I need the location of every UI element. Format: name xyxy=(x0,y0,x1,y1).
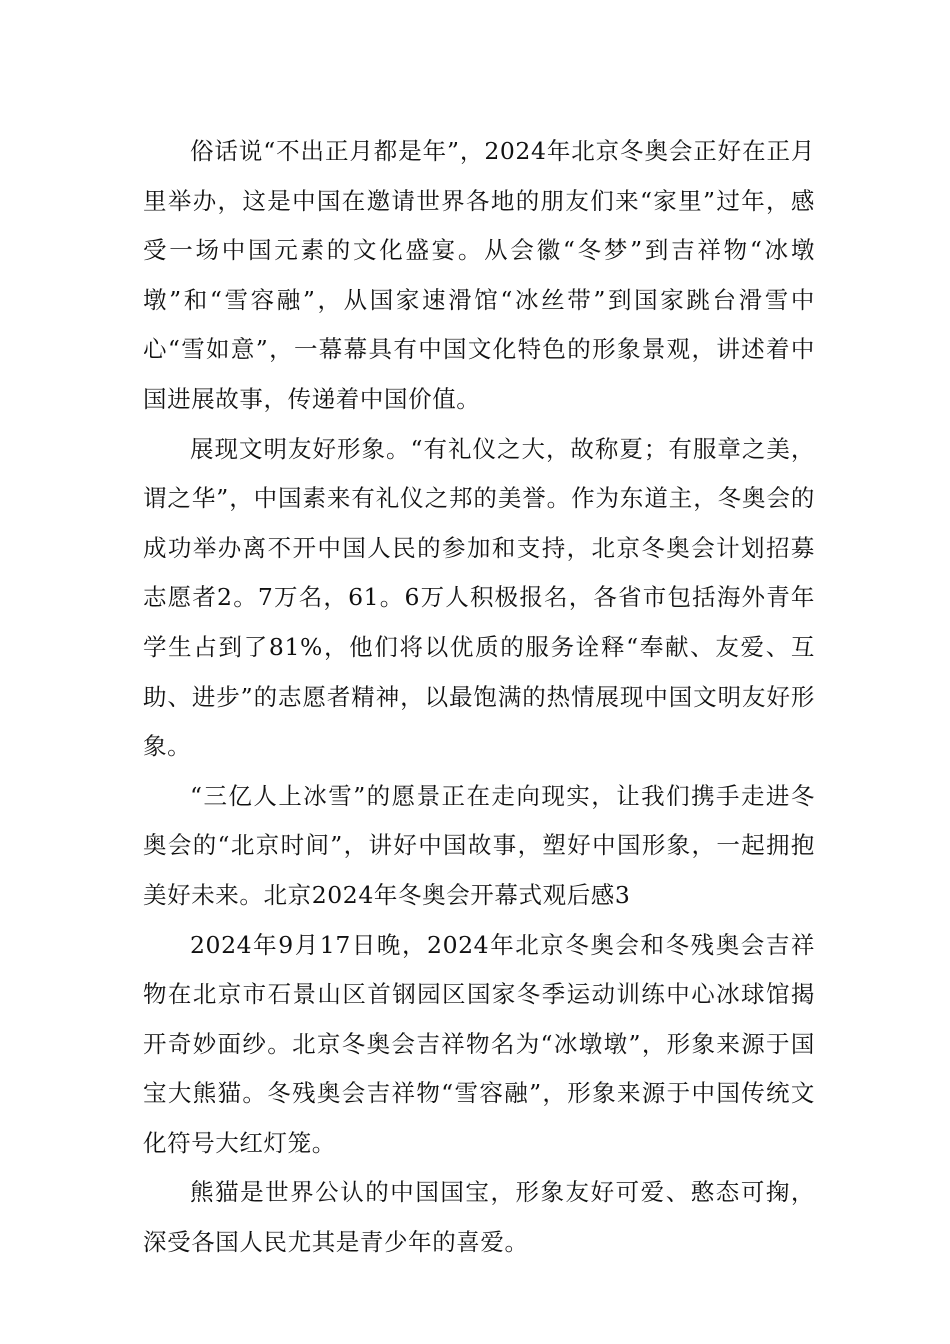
document-body xyxy=(143,127,815,1268)
paragraph-panda: 熊猫是世界公认的中国国宝，形象友好可爱、憨态可掬，深受各国人民尤其是青少年的喜爱。 xyxy=(143,1178,815,1257)
paragraph-civilized-image: 展现文明友好形象。“有礼仪之大，故称夏；有服章之美，谓之华”，中国素来有礼仪之邦的美誉。作为东道主，冬奥会的成功举办离不开中国人民的参加和支持，北京冬奥会计划招募志愿者2。7万名，61。6万人积极报名，各省市包括海外青年学生占到了81%，他们将以优质的服务诠释“奉献、友爱、互助、进步”的志愿者精神，以最饱满的热情展现中国文明友好形象。 xyxy=(143,434,815,761)
paragraph-new-year-games: 俗话说“不出正月都是年”，2024年北京冬奥会正好在正月里举办，这是中国在邀请世界各地的朋友们来“家里”过年，感受一场中国元素的文化盛宴。从会徽“冬梦”到吉祥物“冰墩墩”和“雪容融”，从国家速滑馆“冰丝带”到国家跳台滑雪中心“雪如意”，一幕幕具有中国文化特色的形象景观，讲述着中国进展故事，传递着中国价值。 xyxy=(143,137,815,413)
paragraph-ice-snow-vision: “三亿人上冰雪”的愿景正在走向现实，让我们携手走进冬奥会的“北京时间”，讲好中国故事，塑好中国形象，一起拥抱美好未来。北京2024年冬奥会开幕式观后感3 xyxy=(143,781,815,909)
paragraph-mascot-unveiling: 2024年9月17日晚，2024年北京冬奥会和冬残奥会吉祥物在北京市石景山区首钢园区国家冬季运动训练中心冰球馆揭开奇妙面纱。北京冬奥会吉祥物名为“冰墩墩”，形象来源于国宝大熊猫。冬残奥会吉祥物“雪容融”，形象来源于中国传统文化符号大红灯笼。 xyxy=(143,930,815,1157)
